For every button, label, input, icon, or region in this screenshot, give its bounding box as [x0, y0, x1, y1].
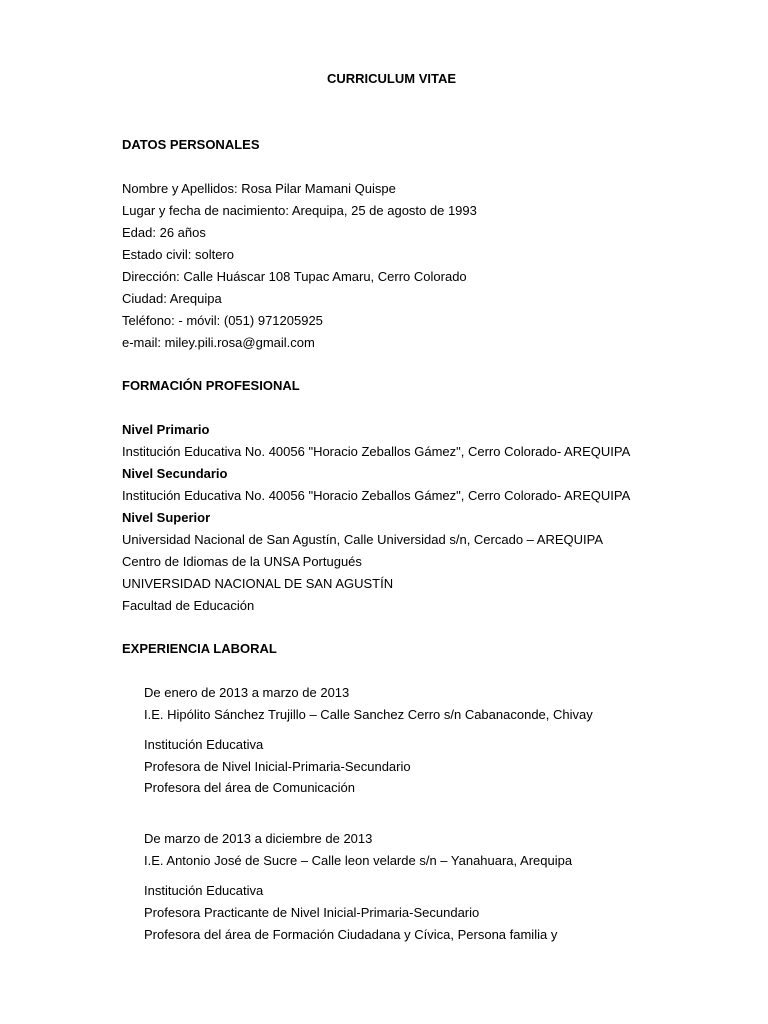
personal-heading: DATOS PERSONALES	[122, 137, 260, 152]
personal-city: Ciudad: Arequipa	[122, 291, 222, 306]
secondary-school: Institución Educativa No. 40056 "Horacio Zeballos Gámez", Cerro Colorado- AREQUIPA	[122, 488, 631, 503]
primary-school: Institución Educativa No. 40056 "Horacio Zeballos Gámez", Cerro Colorado- AREQUIPA	[122, 444, 631, 459]
job-type: Institución Educativa	[144, 737, 264, 752]
personal-phone: Teléfono: - móvil: (051) 971205925	[122, 313, 323, 328]
superior-line: Centro de Idiomas de la UNSA Portugués	[122, 554, 362, 569]
job-area: Profesora del área de Formación Ciudadana y Cívica, Persona familia y	[144, 927, 558, 942]
job-role: Profesora Practicante de Nivel Inicial-Primaria-Secundario	[144, 905, 480, 920]
job-role: Profesora de Nivel Inicial-Primaria-Secundario	[144, 759, 411, 774]
job-place: I.E. Antonio José de Sucre – Calle leon velarde s/n – Yanahuara, Arequipa	[144, 853, 573, 868]
superior-line: Facultad de Educación	[122, 598, 255, 613]
superior-line: UNIVERSIDAD NACIONAL DE SAN AGUSTÍN	[122, 576, 394, 591]
personal-age: Edad: 26 años	[122, 225, 206, 240]
experience-heading: EXPERIENCIA LABORAL	[122, 641, 277, 656]
superior-label: Nivel Superior	[122, 510, 211, 525]
job-period: De marzo de 2013 a diciembre de 2013	[144, 831, 373, 846]
personal-email: e-mail: miley.pili.rosa@gmail.com	[122, 335, 315, 350]
job-area: Profesora del área de Comunicación	[144, 780, 356, 795]
personal-civil: Estado civil: soltero	[122, 247, 234, 262]
personal-address: Dirección: Calle Huáscar 108 Tupac Amaru, Cerro Colorado	[122, 269, 467, 284]
education-heading: FORMACIÓN PROFESIONAL	[122, 378, 300, 393]
job-type: Institución Educativa	[144, 883, 264, 898]
primary-label: Nivel Primario	[122, 422, 210, 437]
personal-birth: Lugar y fecha de nacimiento: Arequipa, 25 de agosto de 1993	[122, 203, 477, 218]
secondary-label: Nivel Secundario	[122, 466, 228, 481]
document-title: CURRICULUM VITAE	[326, 71, 457, 86]
job-place: I.E. Hipólito Sánchez Trujillo – Calle Sanchez Cerro s/n Cabanaconde, Chivay	[144, 707, 593, 722]
job-period: De enero de 2013 a marzo de 2013	[144, 685, 350, 700]
superior-line: Universidad Nacional de San Agustín, Calle Universidad s/n, Cercado – AREQUIPA	[122, 532, 604, 547]
personal-name: Nombre y Apellidos: Rosa Pilar Mamani Quispe	[122, 181, 396, 196]
